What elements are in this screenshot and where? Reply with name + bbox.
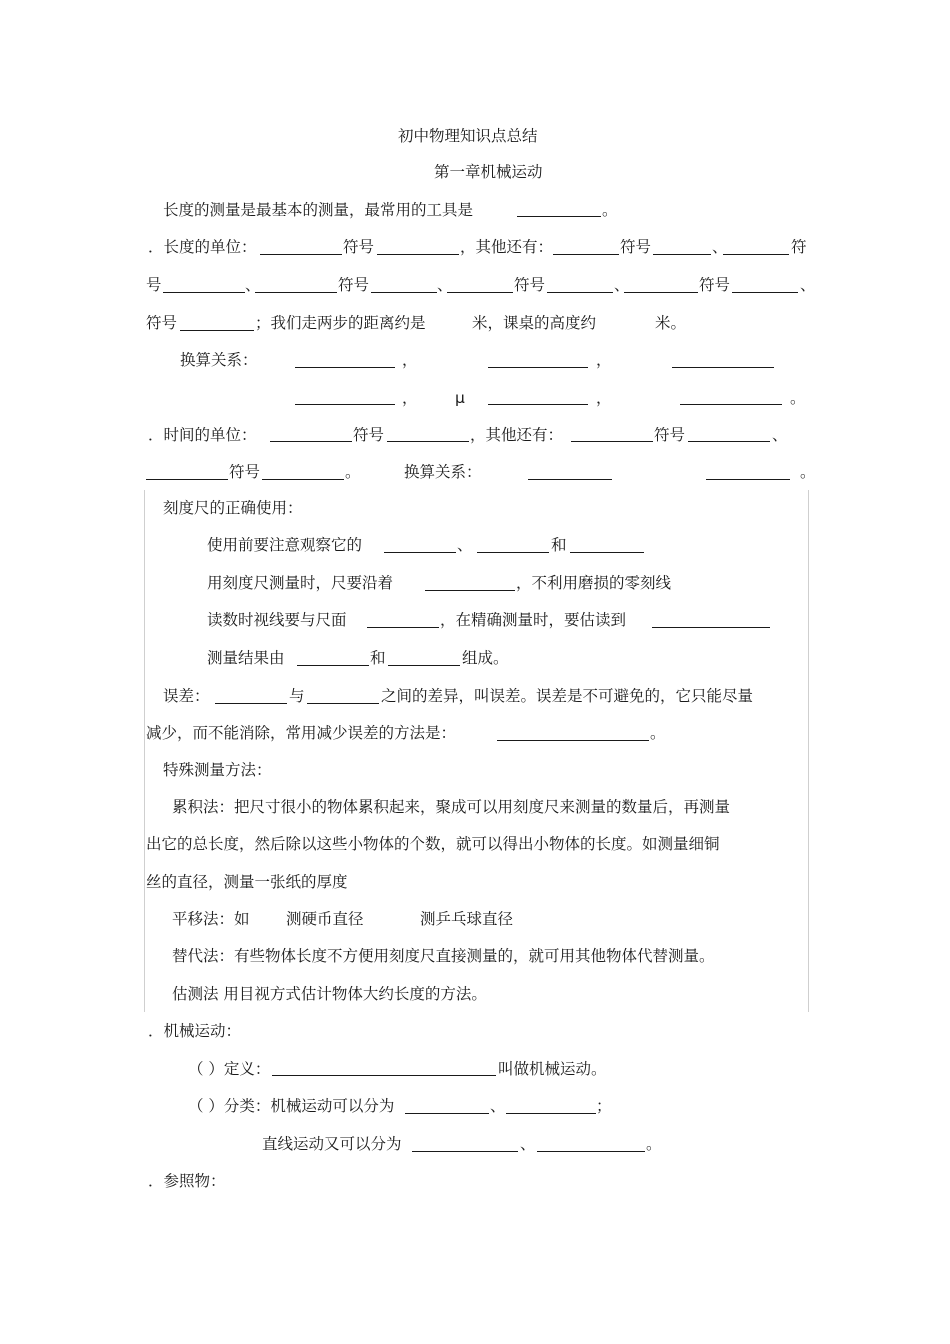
separator: 、 — [245, 276, 261, 294]
and-text: 和 — [551, 536, 567, 554]
fill-blank[interactable] — [180, 330, 254, 331]
special-methods-heading: 特殊测量方法： — [163, 761, 272, 779]
separator: 、 — [772, 426, 788, 444]
symbol-label: 符号 — [229, 463, 261, 481]
line-end: 。 — [800, 463, 816, 481]
fill-blank[interactable] — [723, 254, 789, 255]
fill-blank[interactable] — [547, 292, 613, 293]
accumulation-text-1: 累积法：把尺寸很小的物体累积起来，聚成可以用刻度尺来测量的数量后，再测量 — [172, 798, 731, 816]
meter-unit: 米。 — [655, 314, 687, 332]
fill-blank[interactable] — [477, 552, 549, 553]
separator: 、 — [490, 1097, 506, 1115]
fill-blank[interactable] — [680, 404, 782, 405]
separator: 、 — [800, 276, 816, 294]
reduce-error-text: 减少，而不能消除，常用减少误差的方法是： — [146, 724, 457, 742]
fill-blank[interactable] — [307, 703, 379, 704]
line-1-text: 长度的测量是最基本的测量，最常用的工具是 — [163, 201, 474, 219]
fill-blank[interactable] — [260, 254, 342, 255]
fill-blank[interactable] — [295, 367, 395, 368]
definition-label: （ ）定义： — [188, 1060, 271, 1078]
fill-blank[interactable] — [405, 1113, 489, 1114]
fill-blank[interactable] — [553, 254, 619, 255]
symbol-label: 符号 — [654, 426, 686, 444]
line-end: 。 — [790, 389, 806, 407]
fill-blank[interactable] — [371, 292, 437, 293]
substitution-method: 替代法：有些物体长度不方便用刻度尺直接测量的，就可用其他物体代替测量。 — [172, 947, 715, 965]
fill-blank[interactable] — [215, 703, 287, 704]
fill-blank[interactable] — [388, 665, 460, 666]
reading-text: 读数时视线要与尺面 — [207, 611, 347, 629]
separator: 、 — [520, 1135, 536, 1153]
fill-blank[interactable] — [384, 552, 456, 553]
others-label: ，其他还有： — [470, 426, 564, 444]
symbol-label: 符号 — [353, 426, 385, 444]
line-end: 。 — [646, 1135, 662, 1153]
estimation-method: 估测法 用目视方式估计物体大约长度的方法。 — [172, 985, 487, 1003]
symbol-label: 符号 — [699, 276, 731, 294]
mechanical-motion-heading: ．机械运动： — [148, 1022, 242, 1040]
two-steps-text: ；我们走两步的距离约是 — [255, 314, 426, 332]
symbol-label-end: 号 — [146, 276, 162, 294]
separator: 、 — [437, 276, 453, 294]
time-units-label: ．时间的单位： — [148, 426, 257, 444]
definition-end: 叫做机械运动。 — [498, 1060, 607, 1078]
accumulation-text-2: 出它的总长度，然后除以这些小物体的个数，就可以得出小物体的长度。如测量细铜 — [146, 835, 720, 853]
separator: 、 — [457, 536, 473, 554]
fill-blank[interactable] — [163, 292, 245, 293]
fill-blank[interactable] — [447, 292, 513, 293]
chapter-title: 第一章机械运动 — [434, 163, 543, 181]
compose-text: 组成。 — [462, 649, 509, 667]
fill-blank[interactable] — [624, 292, 698, 293]
line-end: 。 — [345, 463, 361, 481]
reference-object-heading: ．参照物： — [148, 1172, 226, 1190]
ruler-usage-heading: 刻度尺的正确使用： — [163, 499, 303, 517]
fill-blank[interactable] — [297, 665, 369, 666]
error-definition: 之间的差异，叫误差。误差是不可避免的，它只能尽量 — [381, 687, 754, 705]
separator: 、 — [712, 238, 728, 256]
fill-blank[interactable] — [377, 254, 459, 255]
pingpong-diameter-text: 测乒乓球直径 — [420, 910, 514, 928]
coin-diameter-text: 测硬币直径 — [286, 910, 364, 928]
fill-blank[interactable] — [732, 292, 798, 293]
fill-blank[interactable] — [653, 254, 711, 255]
document-title: 初中物理知识点总结 — [398, 127, 538, 145]
separator: ， — [402, 351, 418, 369]
with-text: 与 — [289, 687, 305, 705]
fill-blank[interactable] — [517, 216, 601, 217]
conversion-label: 换算关系： — [404, 463, 482, 481]
linear-motion-text: 直线运动又可以分为 — [262, 1135, 402, 1153]
fill-blank[interactable] — [488, 367, 588, 368]
separator: ， — [402, 389, 418, 407]
symbol-label: 符号 — [620, 238, 652, 256]
others-label: ，其他还有： — [460, 238, 554, 256]
separator: ， — [596, 351, 612, 369]
desk-height-text: 米，课桌的高度约 — [472, 314, 597, 332]
fill-blank[interactable] — [295, 404, 395, 405]
symbol-label-start: 符 — [791, 238, 807, 256]
symbol-label: 符号 — [514, 276, 546, 294]
translation-method: 平移法：如 — [172, 910, 250, 928]
length-units-label: ．长度的单位： — [148, 238, 257, 256]
conversion-label: 换算关系： — [180, 351, 258, 369]
fill-blank[interactable] — [425, 590, 515, 591]
fill-blank[interactable] — [672, 367, 774, 368]
fill-blank[interactable] — [367, 627, 439, 628]
fill-blank[interactable] — [387, 441, 469, 442]
separator: 、 — [614, 276, 630, 294]
measure-along-text: 用刻度尺测量时，尺要沿着 — [207, 574, 394, 592]
line-end: 。 — [650, 724, 666, 742]
fill-blank[interactable] — [688, 441, 770, 442]
observe-text: 使用前要注意观察它的 — [207, 536, 363, 554]
fill-blank[interactable] — [537, 1151, 645, 1152]
accumulation-text-3: 丝的直径，测量一张纸的厚度 — [146, 873, 348, 891]
fill-blank[interactable] — [528, 479, 612, 480]
fill-blank[interactable] — [412, 1151, 518, 1152]
symbol-label: 符号 — [343, 238, 375, 256]
fill-blank[interactable] — [255, 292, 337, 293]
error-label: 误差： — [163, 687, 210, 705]
fill-blank[interactable] — [706, 479, 790, 480]
fill-blank[interactable] — [270, 441, 352, 442]
symbol-label: 符号 — [146, 314, 178, 332]
fill-blank[interactable] — [146, 479, 228, 480]
result-text: 测量结果由 — [207, 649, 285, 667]
fill-blank[interactable] — [571, 441, 653, 442]
line-end: ； — [596, 1097, 612, 1115]
fill-blank[interactable] — [262, 479, 344, 480]
fill-blank[interactable] — [652, 627, 770, 628]
line-1-end: 。 — [602, 201, 618, 219]
fill-blank[interactable] — [488, 404, 588, 405]
micro-symbol: μ — [455, 389, 465, 407]
fill-blank[interactable] — [272, 1075, 496, 1076]
fill-blank[interactable] — [497, 740, 649, 741]
section-right-rule — [808, 490, 809, 1012]
zero-mark-text: ，不利用磨损的零刻线 — [516, 574, 672, 592]
fill-blank[interactable] — [506, 1113, 596, 1114]
fill-blank[interactable] — [570, 552, 644, 553]
and-text: 和 — [370, 649, 386, 667]
estimate-text: ，在精确测量时，要估读到 — [440, 611, 627, 629]
separator: ， — [596, 389, 612, 407]
classification-text: （ ）分类：机械运动可以分为 — [188, 1097, 395, 1115]
section-left-rule — [144, 490, 145, 1012]
symbol-label: 符号 — [338, 276, 370, 294]
